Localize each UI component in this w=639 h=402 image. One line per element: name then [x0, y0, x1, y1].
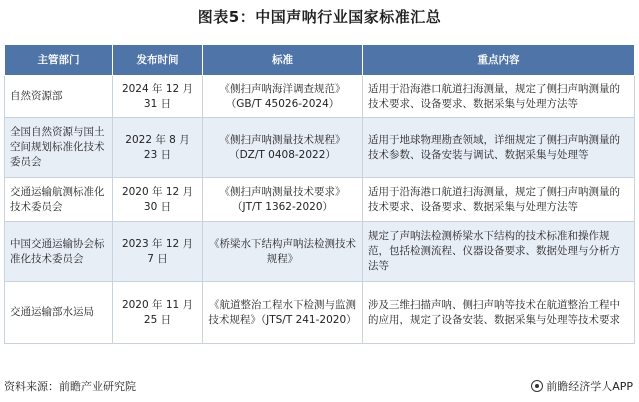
cell-dept: 交通运输航测标准化技术委员会: [5, 178, 113, 222]
table-row: [5, 222, 635, 282]
cell-standard: 《侧扫声呐测量技术规程》（DZ/T 0408-2022）: [203, 118, 363, 178]
header-standard: 标准: [203, 45, 363, 76]
table-row: [5, 76, 635, 118]
cell-standard: 《航道整治工程水下检测与监测技术规程》（JTS/T 241-2020）: [203, 282, 363, 344]
table-header-row: [5, 45, 635, 76]
cell-dept: 全国自然资源与国土空间规划标准化技术委员会: [5, 118, 113, 178]
table-row: [5, 178, 635, 222]
table-row: [5, 118, 635, 178]
header-date: 发布时间: [113, 45, 203, 76]
cell-date: 2020 年 12 月 30 日: [113, 178, 203, 222]
page-title: 图表5：中国声呐行业国家标准汇总: [197, 8, 442, 26]
cell-dept: 自然资源部: [5, 76, 113, 118]
cell-standard: 《桥梁水下结构声呐法检测技术规程》: [203, 222, 363, 282]
brand-credit: [531, 378, 633, 394]
table-row: [5, 282, 635, 344]
cell-date: 2023 年 12 月 7 日: [113, 222, 203, 282]
brand-label: 前瞻经济学人APP: [546, 380, 633, 393]
cell-content: 适用于沿海港口航道扫海测量，规定了侧扫声呐测量的技术要求、设备要求、数据采集与处理方法等: [363, 76, 635, 118]
cell-date: 2022 年 8 月 23 日: [113, 118, 203, 178]
source-note: 资料来源：前瞻产业研究院: [4, 380, 136, 393]
cell-content: 适用于沿海港口航道扫海测量，规定了侧扫声呐测量的技术要求、设备要求、数据采集与处理方法等: [363, 178, 635, 222]
cell-content: 涉及三维扫描声呐、侧扫声呐等技术在航道整治工程中的应用，规定了设备安装、数据采集与处理等技术要求: [363, 282, 635, 344]
cell-dept: 中国交通运输协会标准化技术委员会: [5, 222, 113, 282]
header-dept: 主管部门: [5, 45, 113, 76]
cell-date: 2020 年 11 月 25 日: [113, 282, 203, 344]
header-content: 重点内容: [363, 45, 635, 76]
cell-content: 规定了声呐法检测桥梁水下结构的技术标准和操作规范，包括检测流程、仪器设备要求、数据处理与分析方法等: [363, 222, 635, 282]
qianzhan-logo-icon: [531, 380, 543, 392]
cell-standard: 《侧扫声呐海洋调查规范》（GB/T 45026-2024）: [203, 76, 363, 118]
cell-date: 2024 年 12 月 31 日: [113, 76, 203, 118]
cell-content: 适用于地球物理勘查领域，详细规定了侧扫声呐测量的技术参数、设备安装与调试、数据采集与处理等: [363, 118, 635, 178]
cell-standard: 《侧扫声呐测量技术要求》（JT/T 1362-2020）: [203, 178, 363, 222]
cell-dept: 交通运输部水运局: [5, 282, 113, 344]
standards-table: [4, 44, 635, 344]
